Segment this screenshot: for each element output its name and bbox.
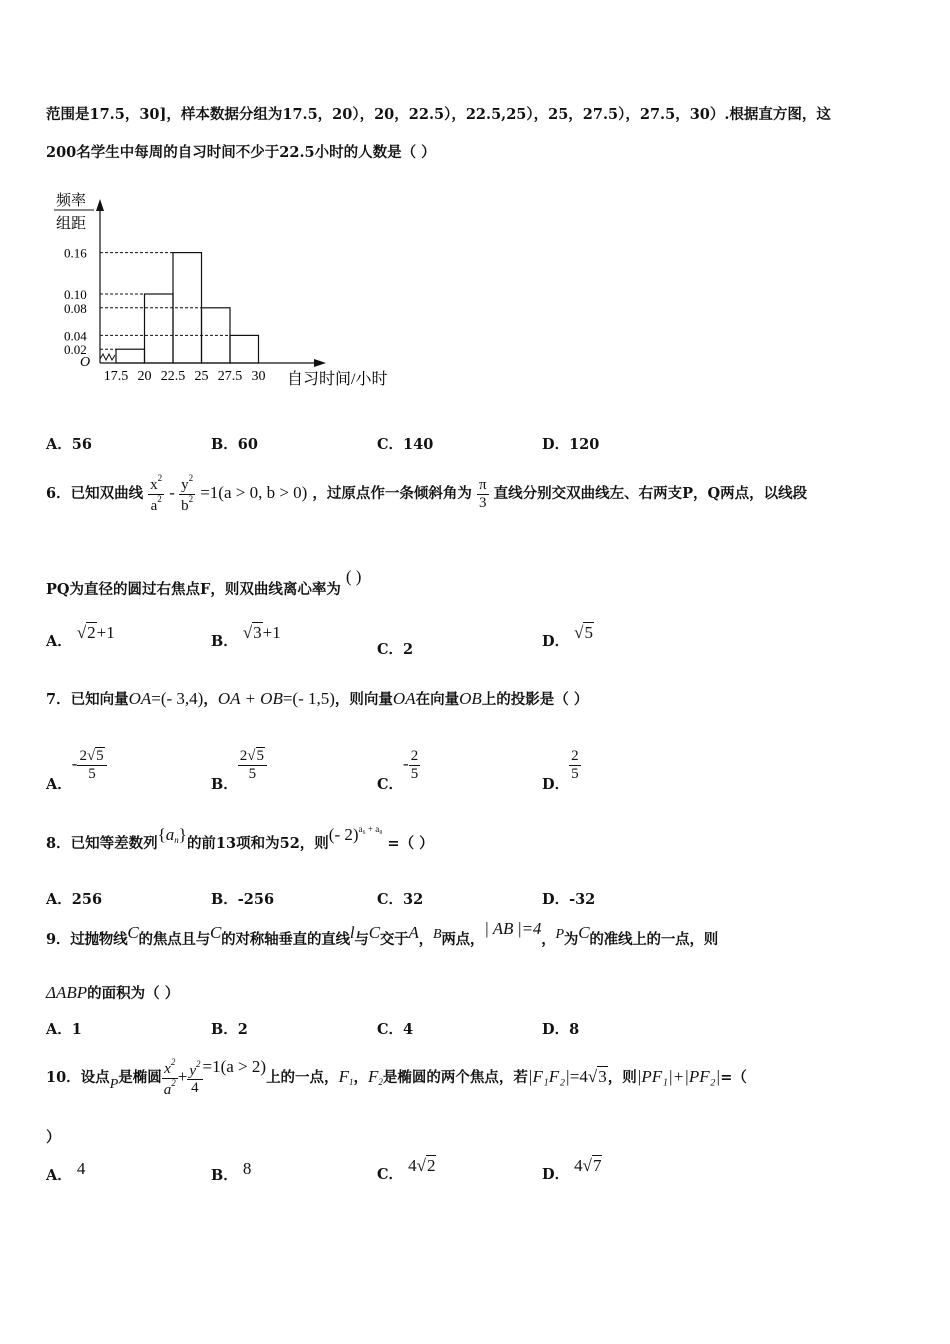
q7-option-c[interactable]: C．- $\frac{2}{5}$ — [377, 748, 419, 793]
q7-oaob-value: =(- 1,5) — [282, 689, 335, 708]
q10-option-a[interactable] — [46, 1158, 86, 1184]
q7-oa-value: =(- 3,4) — [151, 689, 204, 708]
option-label: A． — [46, 633, 72, 650]
q10-option-c[interactable]: C． 4√2 — [377, 1156, 436, 1183]
q9-line1 — [46, 919, 719, 949]
option-value: 2 — [237, 1021, 248, 1038]
y-label-top: 频率 — [56, 193, 87, 209]
point-p: P — [109, 1077, 119, 1092]
q10-option-b[interactable] — [211, 1158, 252, 1184]
origin-label: O — [80, 355, 91, 370]
y-tick-label: 0.10 — [64, 287, 87, 302]
distance-sum: |PF₁|+|PF₂| — [636, 1067, 721, 1086]
y-tick-label: 0.08 — [64, 300, 87, 316]
q9-option-c[interactable] — [377, 1018, 413, 1039]
point-a: A — [408, 923, 419, 942]
q10-line2: ） — [46, 1129, 61, 1146]
x-axis-label: 自习时间/小时 — [287, 371, 388, 388]
axis-break-zigzag — [100, 354, 115, 360]
option-label: A． — [46, 1021, 72, 1038]
q6-angle: $\frac{\pi}{3}$ — [478, 477, 487, 511]
q7-comma: ， — [203, 691, 218, 708]
option-label: B． — [211, 891, 238, 908]
q9-t11: 的面积为（ ） — [87, 985, 180, 1002]
q7-option-d[interactable]: D． $\frac{2}{5}$ — [542, 748, 579, 793]
q6-option-c[interactable] — [377, 638, 413, 659]
q6-line2 — [46, 567, 362, 599]
x-tick-label: 30 — [251, 369, 266, 384]
q10-t5: ，则 — [607, 1069, 637, 1086]
q6-condition: =1(a > 0, b > 0) — [200, 483, 308, 502]
option-value: 8 — [242, 1159, 252, 1178]
line-l: l — [349, 923, 355, 942]
option-label: A． — [46, 776, 72, 793]
q7-line — [46, 688, 588, 709]
q9-option-a[interactable] — [46, 1018, 82, 1039]
q10-t1: 10．设点 — [46, 1069, 110, 1086]
q9-t1: 9．过抛物线 — [46, 931, 128, 948]
option-value: 4 — [76, 1159, 86, 1178]
q10-abs-value: =4 — [569, 1067, 588, 1086]
focus-f2: F — [367, 1067, 379, 1086]
option-label: A． — [46, 891, 72, 908]
vector-ob: OB — [459, 689, 482, 708]
option-value: 60 — [237, 436, 258, 453]
q5-line1: 范围是17.5，30]，样本数据分组为17.5，20），20，22.5），22.5,25），25，27.5），27.5，30）.根据直方图，这 — [46, 106, 831, 123]
y-tick-label: 0.04 — [64, 328, 87, 344]
q6-text2: PQ为直径的圆过右焦点F，则双曲线离心率为 — [46, 581, 341, 598]
q10-sep: ， — [353, 1069, 368, 1086]
histogram-chart — [40, 185, 420, 395]
focus-f1: F — [338, 1067, 349, 1086]
q6-option-b[interactable]: B． √3+1 — [211, 623, 281, 650]
option-label: B． — [211, 1167, 238, 1184]
q8-suffix: =（ ） — [382, 835, 434, 852]
q5-option-d[interactable] — [542, 433, 599, 454]
q7-mid1: ，则向量 — [334, 691, 393, 708]
q8-option-c[interactable] — [377, 888, 423, 909]
option-label: B． — [211, 1021, 238, 1038]
q5-line2: 200名学生中每周的自习时间不少于22.5小时的人数是（ ） — [46, 144, 436, 161]
option-label: D． — [542, 776, 570, 793]
q8-exponent: a₆ + a₈ — [358, 824, 383, 834]
q7-mid2: 在向量 — [415, 691, 460, 708]
curve-c: C — [210, 923, 222, 942]
option-label: C． — [377, 436, 404, 453]
q8-option-b[interactable] — [211, 888, 274, 909]
q8-prefix: 8．已知等差数列 — [46, 835, 158, 852]
q10-line1: 10．设点P是椭圆 $\frac{x^2}{a^2}$ + $\frac{y^2}{4}$ =1(a > 2)上的一点，$F_1$，$F_2$是椭圆的两个焦点，若|F₁F₂|=4√3，则|PF₁|+|PF₂|=（ — [46, 1057, 747, 1098]
q9-t3: 的对称轴垂直的直线 — [221, 931, 350, 948]
point-p: P — [555, 927, 564, 942]
option-label: D． — [542, 633, 570, 650]
option-label: D． — [542, 1166, 570, 1183]
option-sign: - — [71, 754, 78, 773]
curve-c: C — [368, 923, 380, 942]
y-axis-arrow — [96, 199, 104, 211]
x-tick-label: 22.5 — [160, 369, 186, 384]
q10-rad: 3 — [598, 1067, 607, 1086]
option-value: 140 — [403, 436, 434, 453]
y-tick-label: 0.02 — [64, 342, 87, 358]
q9-t4: 与 — [354, 931, 369, 948]
option-sign: - — [403, 754, 409, 773]
q6-option-d[interactable]: D． √5 — [542, 623, 593, 650]
q10-frac-y: $\frac{y^2}{4}$ — [189, 1058, 201, 1096]
option-value: 32 — [403, 891, 424, 908]
q7-option-b[interactable]: B． $\frac{2√5}{5}$ — [211, 748, 267, 782]
option-label: A． — [46, 1167, 72, 1184]
option-value: 4 — [403, 1021, 414, 1038]
q7-prefix: 7．已知向量 — [46, 691, 129, 708]
q9-t10: 的准线上的一点，则 — [589, 931, 719, 948]
x-tick-label: 27.5 — [217, 369, 243, 384]
option-label: B． — [211, 776, 238, 793]
q6-mid: ，过原点作一条倾斜角为 — [312, 485, 472, 502]
q9-t2: 的焦点且与 — [138, 931, 211, 948]
plus-sign: + — [177, 1067, 188, 1086]
q9-t6: ， — [418, 931, 433, 948]
triangle-abp: ΔABP — [46, 983, 88, 1002]
q10-t6: =（ — [720, 1069, 747, 1086]
option-value: 120 — [569, 436, 600, 453]
q10-t2: 是椭圆 — [118, 1069, 162, 1086]
q6-option-a[interactable]: A． √2+1 — [46, 623, 115, 650]
curve-c: C — [127, 923, 139, 942]
option-label: D． — [542, 1021, 570, 1038]
point-b: B — [432, 927, 442, 942]
q8-mid: 的前13项和为52，则 — [186, 835, 329, 852]
option-value: 2 — [403, 641, 414, 658]
option-label: C． — [377, 1021, 404, 1038]
x-tick-label: 17.5 — [103, 369, 129, 384]
q10-frac-x: $\frac{x^2}{a^2}$ — [163, 1057, 176, 1098]
q6-prefix: 6．已知双曲线 — [46, 485, 144, 502]
q6-frac-x: $\frac{x^2}{a^2}$ — [150, 473, 163, 514]
q8-line: 8．已知等差数列$\{a_n\}$的前13项和为52，则(- 2)$^{a_6 + a_8}$ =（ ） — [46, 824, 434, 852]
vector-oa-ob: OA + OB — [217, 689, 283, 708]
q7-option-a[interactable]: A．- $\frac{2√5}{5}$ — [46, 748, 107, 782]
histogram-bar — [116, 349, 145, 363]
x-tick-label: 25 — [194, 369, 209, 384]
q10-t4: 是椭圆的两个焦点，若 — [382, 1069, 528, 1086]
q6-suffix: 直线分别交双曲线左、右两支P，Q两点，以线段 — [493, 485, 808, 502]
q10-t3: 上的一点， — [266, 1069, 339, 1086]
option-value: 8 — [569, 1021, 580, 1038]
option-value: -256 — [237, 891, 275, 908]
option-value: 256 — [71, 891, 103, 908]
q5-option-b[interactable] — [211, 433, 258, 454]
option-value: 56 — [71, 436, 92, 453]
option-label: C． — [377, 641, 404, 658]
q5-option-c[interactable] — [377, 433, 433, 454]
q6-frac-y: $\frac{y^2}{b^2}$ — [181, 473, 194, 514]
q6-paren: ( ) — [345, 567, 362, 586]
q10-option-d[interactable]: D． 4√7 — [542, 1156, 602, 1183]
histogram-bar — [230, 335, 259, 363]
option-value: -32 — [569, 891, 596, 908]
sequence-sub: n — [174, 835, 179, 845]
option-value: 1 — [71, 1021, 82, 1038]
option-label: D． — [542, 436, 570, 453]
vector-oa-2: OA — [392, 689, 416, 708]
option-label: B． — [211, 436, 238, 453]
q10-equation: =1(a > 2) — [202, 1057, 267, 1076]
histogram-bar — [145, 294, 174, 363]
distance-f1f2: |F₁F₂| — [527, 1067, 570, 1086]
q8-base: (- 2) — [328, 825, 359, 844]
q7-suffix: 上的投影是（ ） — [481, 691, 589, 708]
option-label: D． — [542, 891, 570, 908]
option-label: A． — [46, 436, 72, 453]
q9-t9: 为 — [563, 931, 579, 948]
q9-t5: 交于 — [379, 931, 409, 948]
option-label: B． — [211, 633, 238, 650]
q9-option-b[interactable] — [211, 1018, 248, 1039]
q9-option-d[interactable] — [542, 1018, 579, 1039]
y-tick-label: 0.16 — [64, 245, 87, 261]
q8-option-a[interactable] — [46, 888, 102, 909]
y-label-bottom: 组距 — [56, 216, 87, 232]
x-axis-arrow — [314, 359, 326, 367]
q9-line2 — [46, 982, 179, 1003]
option-label: C． — [377, 891, 404, 908]
chart-root — [54, 192, 387, 388]
q6-line1: 6．已知双曲线 $\frac{x^2}{a^2}$ - $\frac{y^2}{b^2}$ =1(a > 0, b > 0) ，过原点作一条倾斜角为 $\frac{\pi}{3}$ 直线分别交双曲线左、右两支P，Q两点，以线段 — [46, 473, 808, 514]
q9-t7: 两点， — [441, 931, 485, 948]
length-ab: | AB |=4 — [484, 919, 542, 938]
sequence-a: a — [165, 825, 175, 844]
q5-option-a[interactable] — [46, 433, 92, 454]
vector-oa: OA — [128, 689, 152, 708]
option-label: C． — [377, 1166, 404, 1183]
curve-c: C — [578, 923, 590, 942]
option-label: C． — [377, 776, 404, 793]
q8-option-d[interactable] — [542, 888, 595, 909]
x-tick-label: 20 — [137, 369, 152, 384]
q9-t8: ， — [541, 931, 556, 948]
